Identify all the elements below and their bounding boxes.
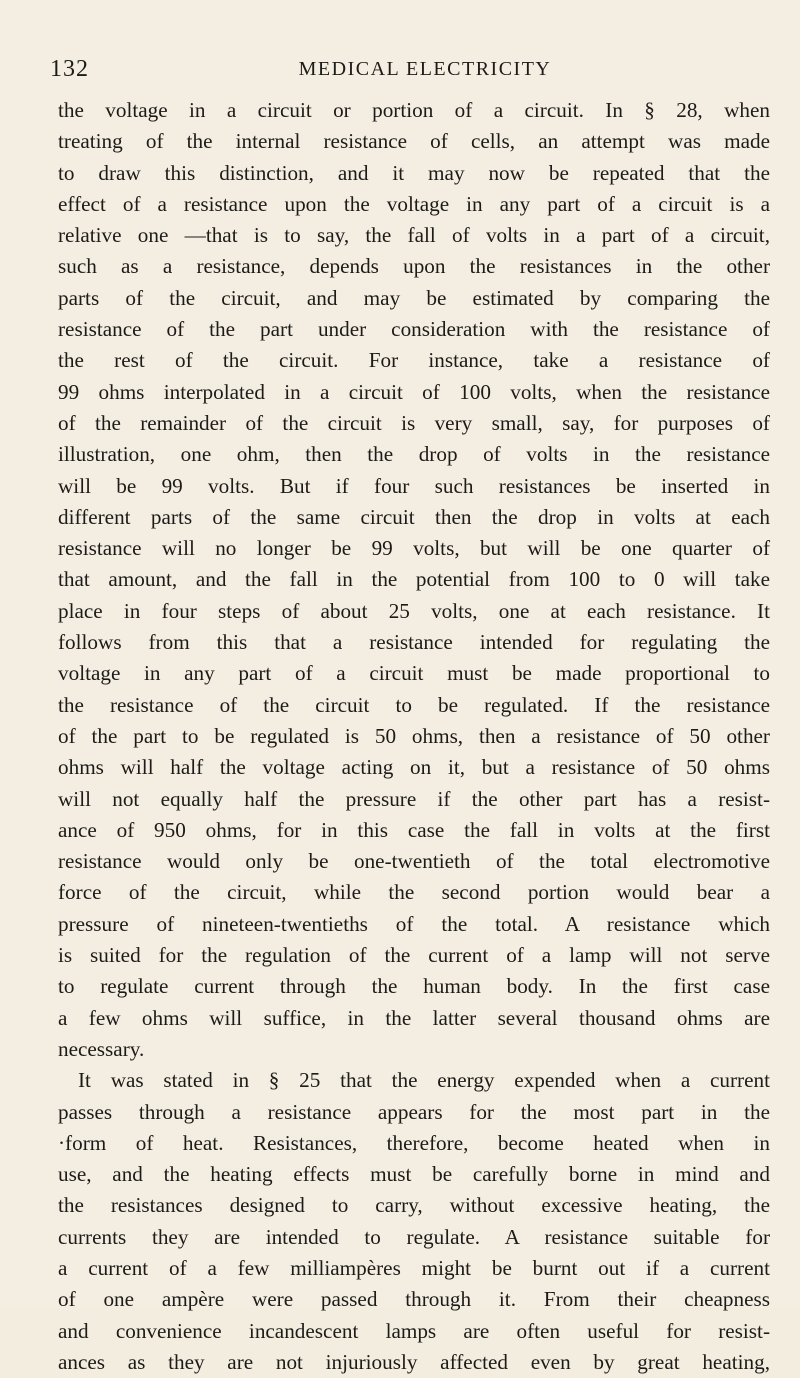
- text-line: relative one —that is to say, the fall of volts in a part of a circuit,: [58, 223, 770, 248]
- page-header: [50, 56, 770, 86]
- text-line: the resistances designed to carry, without excessive heating, the: [58, 1193, 770, 1218]
- text-line: currents they are intended to regulate. A resistance suitable for: [58, 1224, 770, 1249]
- text-line: such as a resistance, depends upon the resistances in the other: [58, 254, 770, 279]
- text-line: the rest of the circuit. For instance, take a resistance of: [58, 348, 770, 373]
- text-line: the voltage in a circuit or portion of a circuit. In § 28, when: [58, 98, 770, 122]
- text-line: of one ampère were passed through it. From their cheapness: [58, 1287, 770, 1312]
- text-line: ·form of heat. Resistances, therefore, become heated when in: [58, 1130, 770, 1155]
- text-line: to draw this distinction, and it may now be repeated that the: [58, 160, 770, 185]
- text-line: pressure of nineteen-twentieths of the total. A resistance which: [58, 911, 770, 936]
- text-line: resistance would only be one-twentieth of the total electromotive: [58, 849, 770, 874]
- text-line: parts of the circuit, and may be estimated by comparing the: [58, 285, 770, 310]
- text-line: It was stated in § 25 that the energy expended when a current: [78, 1068, 770, 1093]
- text-line: necessary.: [58, 1036, 145, 1061]
- page-number: 132: [50, 56, 89, 82]
- text-line: is suited for the regulation of the current of a lamp will not serve: [58, 943, 770, 968]
- text-line: ohms will half the voltage acting on it, but a resistance of 50 ohms: [58, 755, 770, 780]
- text-line: voltage in any part of a circuit must be made proportional to: [58, 661, 770, 686]
- text-line: 99 ohms interpolated in a circuit of 100 volts, when the resistance: [58, 379, 770, 404]
- text-line: the resistance of the circuit to be regulated. If the resistance: [58, 692, 770, 717]
- text-line: resistance of the part under consideration with the resistance of: [58, 317, 770, 342]
- text-line: a few ohms will suffice, in the latter several thousand ohms are: [58, 1005, 770, 1030]
- text-line: treating of the internal resistance of cells, an attempt was made: [58, 129, 770, 154]
- text-line: place in four steps of about 25 volts, one at each resistance. It: [58, 598, 770, 623]
- text-line: illustration, one ohm, then the drop of volts in the resistance: [58, 442, 770, 467]
- body-text: [58, 95, 770, 1378]
- text-line: effect of a resistance upon the voltage in any part of a circuit is a: [58, 191, 770, 216]
- text-line: passes through a resistance appears for the most part in the: [58, 1099, 770, 1124]
- text-line: a current of a few milliampères might be burnt out if a current: [58, 1255, 770, 1280]
- text-line: will not equally half the pressure if the other part has a resist-: [58, 786, 770, 811]
- text-line: will be 99 volts. But if four such resistances be inserted in: [58, 473, 770, 498]
- text-line: different parts of the same circuit then the drop in volts at each: [58, 504, 770, 529]
- text-line: to regulate current through the human body. In the first case: [58, 974, 770, 999]
- running-head: MEDICAL ELECTRICITY: [298, 58, 552, 80]
- text-line: ances as they are not injuriously affected even by great heating,: [58, 1349, 770, 1374]
- text-line: use, and the heating effects must be carefully borne in mind and: [58, 1162, 770, 1187]
- text-line: that amount, and the fall in the potential from 100 to 0 will take: [58, 567, 770, 592]
- text-line: force of the circuit, while the second portion would bear a: [58, 880, 770, 905]
- text-line: of the remainder of the circuit is very small, say, for purposes of: [58, 410, 770, 435]
- text-line: of the part to be regulated is 50 ohms, then a resistance of 50 other: [58, 723, 770, 748]
- text-line: and convenience incandescent lamps are often useful for resist-: [58, 1318, 770, 1343]
- text-line: ance of 950 ohms, for in this case the fall in volts at the first: [58, 817, 770, 842]
- text-line: resistance will no longer be 99 volts, but will be one quarter of: [58, 536, 770, 561]
- text-line: follows from this that a resistance intended for regulating the: [58, 630, 770, 655]
